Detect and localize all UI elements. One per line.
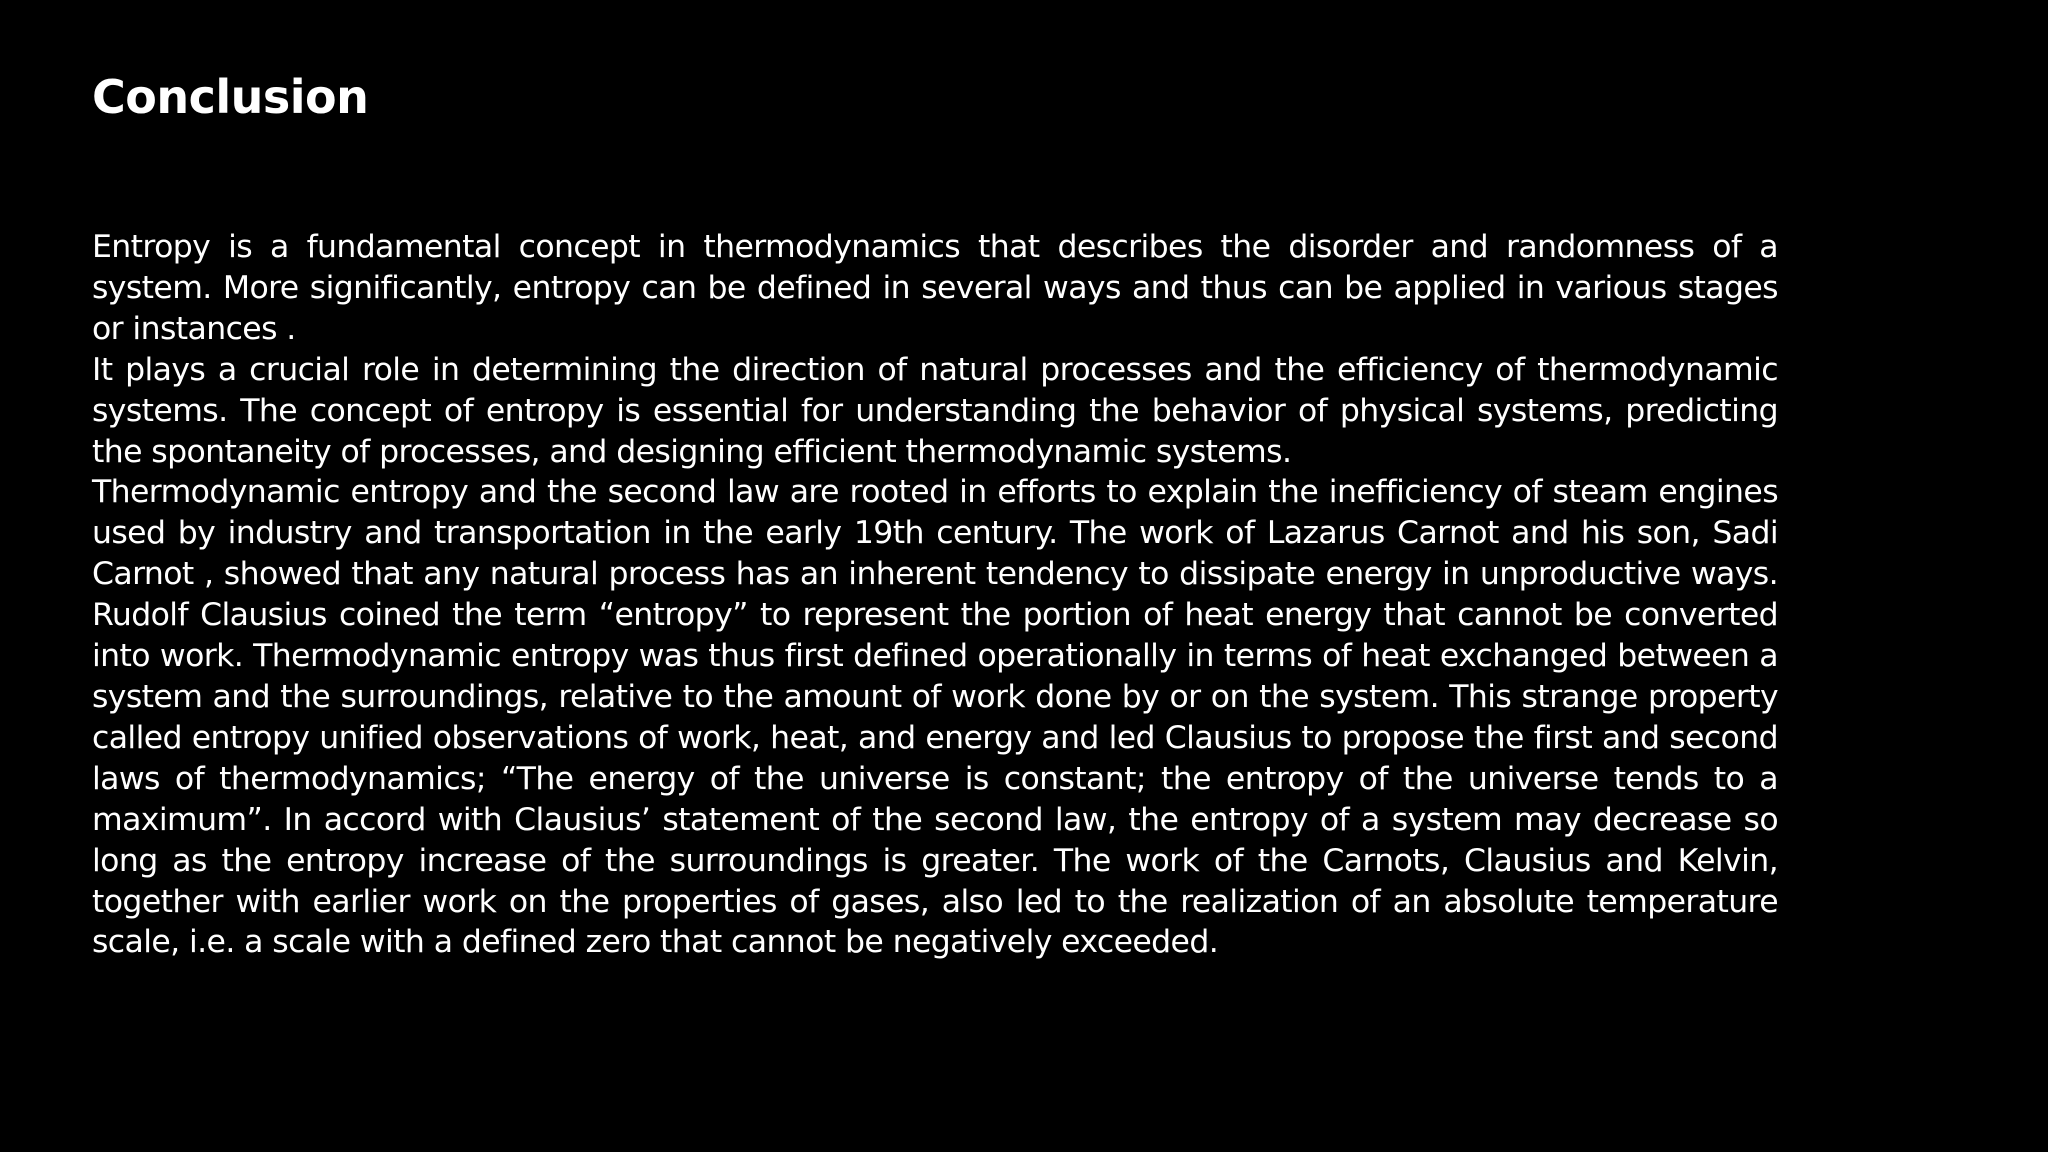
slide-title: Conclusion	[92, 70, 369, 124]
paragraph-entropy-definition: Entropy is a fundamental concept in thermodynamics that describes the disorder and randomness of a system. More significantly, entropy can be defined in several ways and thus can be applied in various stages or instances .	[92, 229, 1778, 347]
slide-body	[92, 227, 1778, 963]
paragraph-entropy-role: It plays a crucial role in determining the direction of natural processes and the efficiency of thermodynamic systems. The concept of entropy is essential for understanding the behavior of physical systems, predicting the spontaneity of processes, and designing efficient thermodynamic systems.	[92, 351, 1778, 470]
paragraph-entropy-history: Thermodynamic entropy and the second law are rooted in efforts to explain the inefficiency of steam engines used by industry and transportation in the early 19th century. The work of Lazarus Carnot and his son, Sadi Carnot , showed that any natural process has an inherent tendency to dissipate energy in unproductive ways. Rudolf Clausius coined the term “entropy” to represent the portion of heat energy that cannot be converted into work. Thermodynamic entropy was thus first defined operationally in terms of heat exchanged between a system and the surroundings, relative to the amount of work done by or on the system. This strange property called entropy unified observations of work, heat, and energy and led Clausius to propose the first and second laws of thermodynamics; “The energy of the universe is constant; the entropy of the universe tends to a maximum”. In accord with Clausius’ statement of the second law, the entropy of a system may decrease so long as the entropy increase of the surroundings is greater. The work of the Carnots, Clausius and Kelvin, together with earlier work on the properties of gases, also led to the realization of an absolute temperature scale, i.e. a scale with a defined zero that cannot be negatively exceeded.	[92, 474, 1778, 961]
